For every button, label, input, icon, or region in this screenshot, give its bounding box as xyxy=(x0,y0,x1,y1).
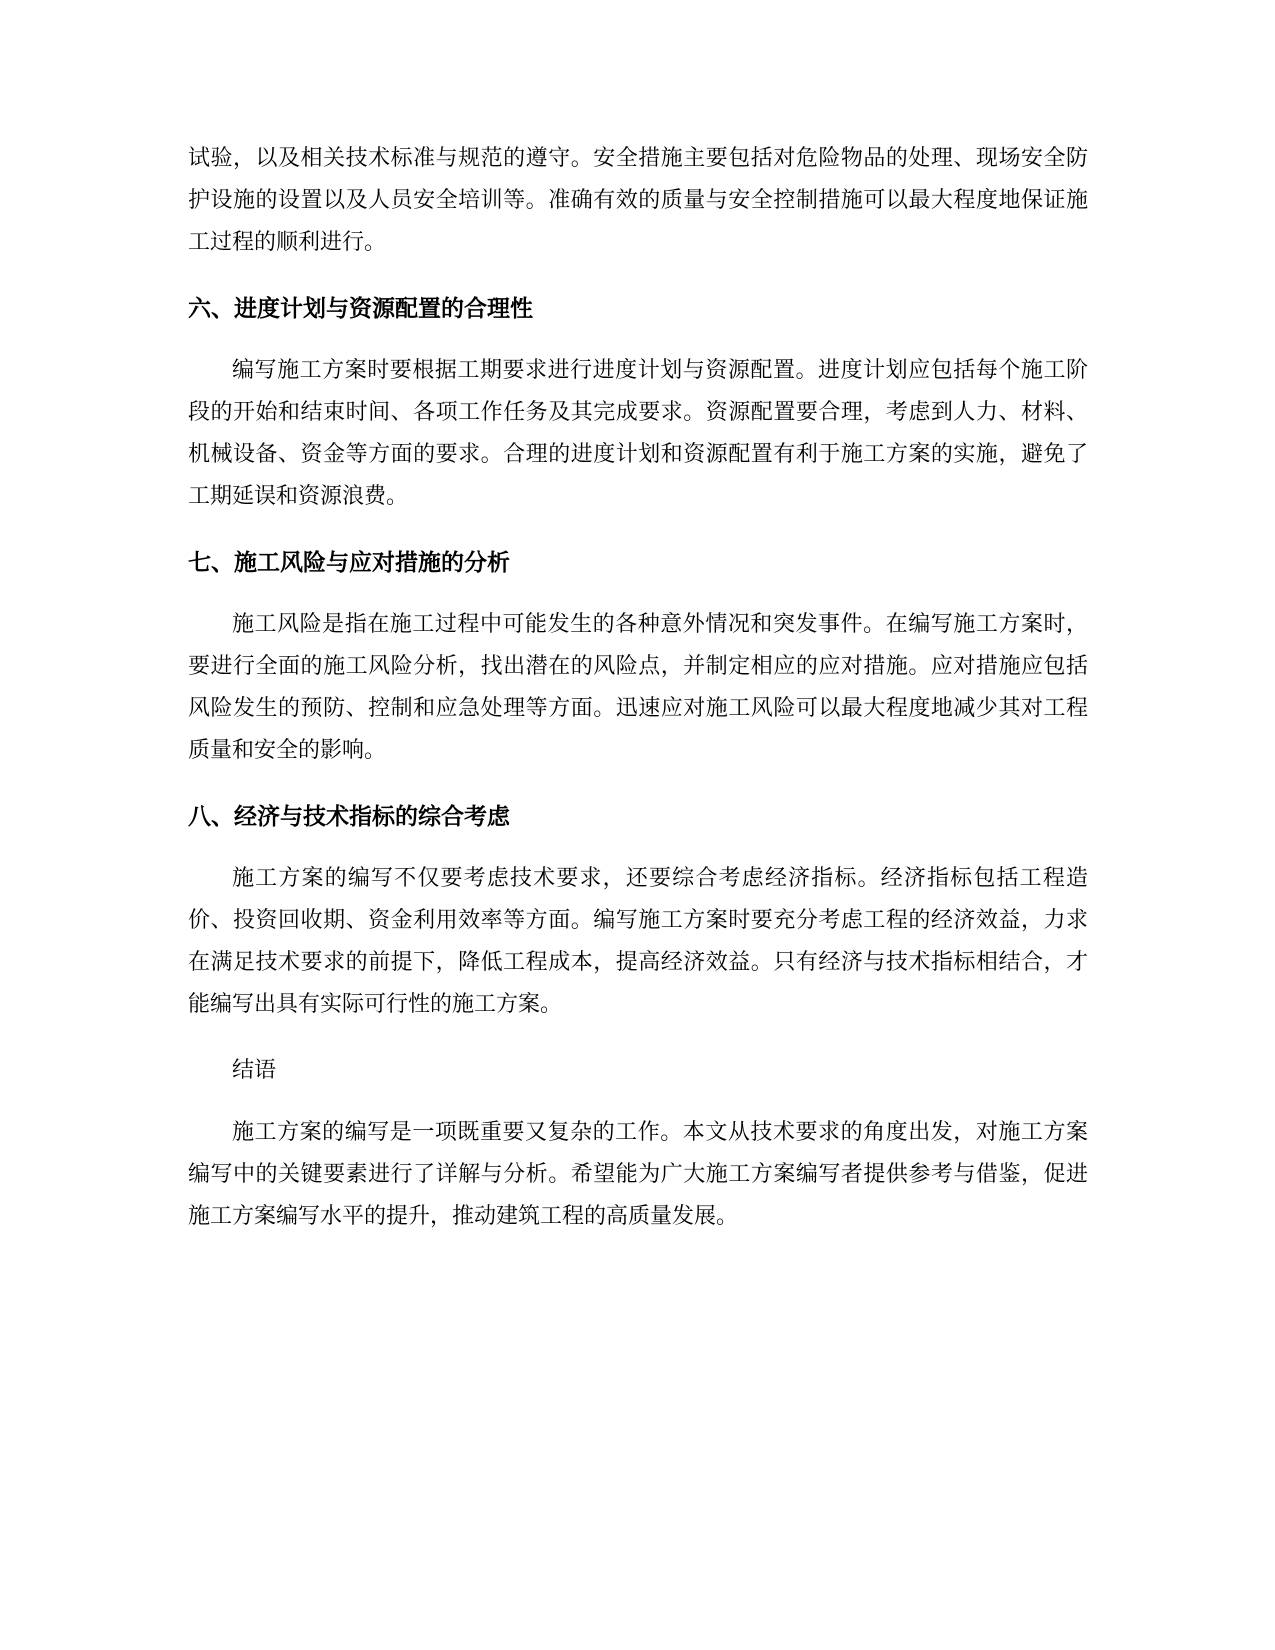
intro-paragraph: 试验，以及相关技术标准与规范的遵守。安全措施主要包括对危险物品的处理、现场安全防护设施的设置以及人员安全培训等。准确有效的质量与安全控制措施可以最大程度地保证施工过程的顺利进行。 xyxy=(188,146,1088,255)
section-paragraph-7: 施工风险是指在施工过程中可能发生的各种意外情况和突发事件。在编写施工方案时，要进行全面的施工风险分析，找出潜在的风险点，并制定相应的应对措施。应对措施应包括风险发生的预防、控制和应急处理等方面。迅速应对施工风险可以最大程度地减少其对工程质量和安全的影响。 xyxy=(188,612,1088,763)
section-heading-6: 六、进度计划与资源配置的合理性 xyxy=(188,296,533,322)
conclusion-label: 结语 xyxy=(232,1058,277,1083)
section-paragraph-6: 编写施工方案时要根据工期要求进行进度计划与资源配置。进度计划应包括每个施工阶段的开始和结束时间、各项工作任务及其完成要求。资源配置要合理，考虑到人力、材料、机械设备、资金等方面的要求。合理的进度计划和资源配置有利于施工方案的实施，避免了工期延误和资源浪费。 xyxy=(188,358,1088,509)
document-body xyxy=(188,138,1088,1238)
section-paragraph-8: 施工方案的编写不仅要考虑技术要求，还要综合考虑经济指标。经济指标包括工程造价、投资回收期、资金利用效率等方面。编写施工方案时要充分考虑工程的经济效益，力求在满足技术要求的前提下，降低工程成本，提高经济效益。只有经济与技术指标相结合，才能编写出具有实际可行性的施工方案。 xyxy=(188,866,1088,1017)
section-heading-7: 七、施工风险与应对措施的分析 xyxy=(188,550,510,576)
section-heading-8: 八、经济与技术指标的综合考虑 xyxy=(188,804,510,830)
conclusion-paragraph: 施工方案的编写是一项既重要又复杂的工作。本文从技术要求的角度出发，对施工方案编写中的关键要素进行了详解与分析。希望能为广大施工方案编写者提供参考与借鉴，促进施工方案编写水平的提升，推动建筑工程的高质量发展。 xyxy=(188,1120,1088,1229)
